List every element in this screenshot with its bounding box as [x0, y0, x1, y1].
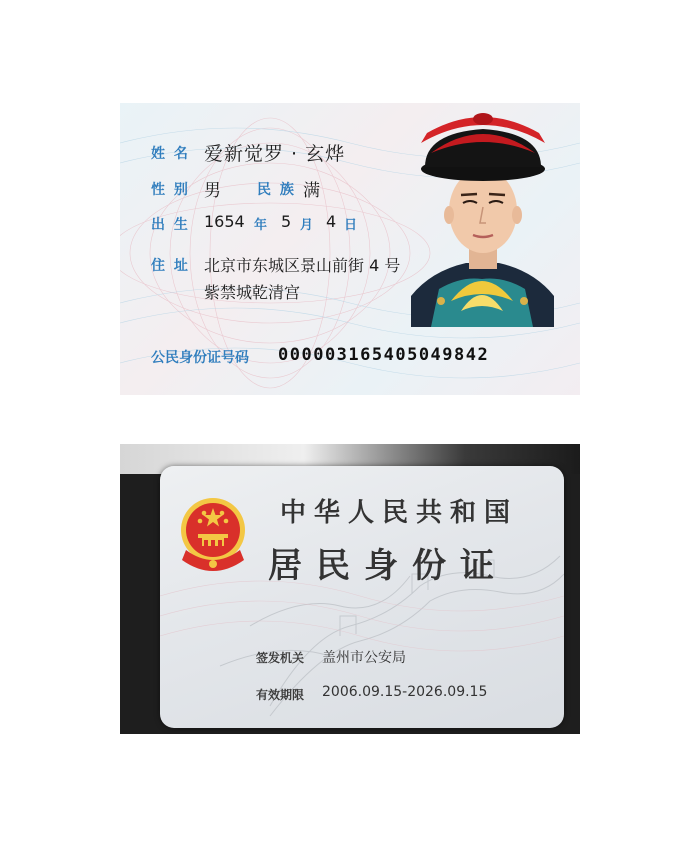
id-number-label: 公民身份证号码: [151, 350, 249, 366]
validity-period-label: 有效期限: [256, 688, 305, 702]
id-card-back-photo: [120, 444, 580, 734]
birth-month: 5: [281, 212, 292, 231]
year-unit: 年: [254, 218, 268, 233]
country-name: 中华人民共和国: [280, 498, 519, 528]
ethnicity-value: 满: [303, 181, 320, 201]
national-emblem: [178, 490, 248, 578]
birth-day: 4: [326, 212, 337, 231]
sex-value: 男: [204, 181, 221, 201]
ethnicity-label: 民 族: [257, 182, 296, 198]
address-line-2: 紫禁城乾清宫: [204, 283, 301, 302]
month-unit: 月: [300, 218, 314, 233]
address-line-1: 北京市东城区景山前街 4 号: [204, 256, 401, 275]
name-label: 姓 名: [151, 146, 190, 162]
sex-label: 性 别: [151, 182, 190, 198]
name-value: 爱新觉罗 · 玄烨: [204, 143, 346, 165]
id-card-back: [160, 466, 564, 728]
birth-label: 出 生: [151, 217, 190, 233]
id-card-front: [120, 103, 580, 395]
id-number-value: 000003165405049842: [278, 345, 490, 365]
issuing-authority-label: 签发机关: [256, 651, 305, 665]
issuing-authority-value: 盖州市公安局: [322, 650, 406, 666]
address-label: 住 址: [151, 258, 190, 274]
day-unit: 日: [344, 218, 358, 233]
validity-period-value: 2006.09.15-2026.09.15: [322, 684, 488, 700]
card-name: 居民身份证: [268, 546, 508, 586]
birth-year: 1654: [204, 212, 245, 231]
portrait-photo: [411, 111, 554, 327]
